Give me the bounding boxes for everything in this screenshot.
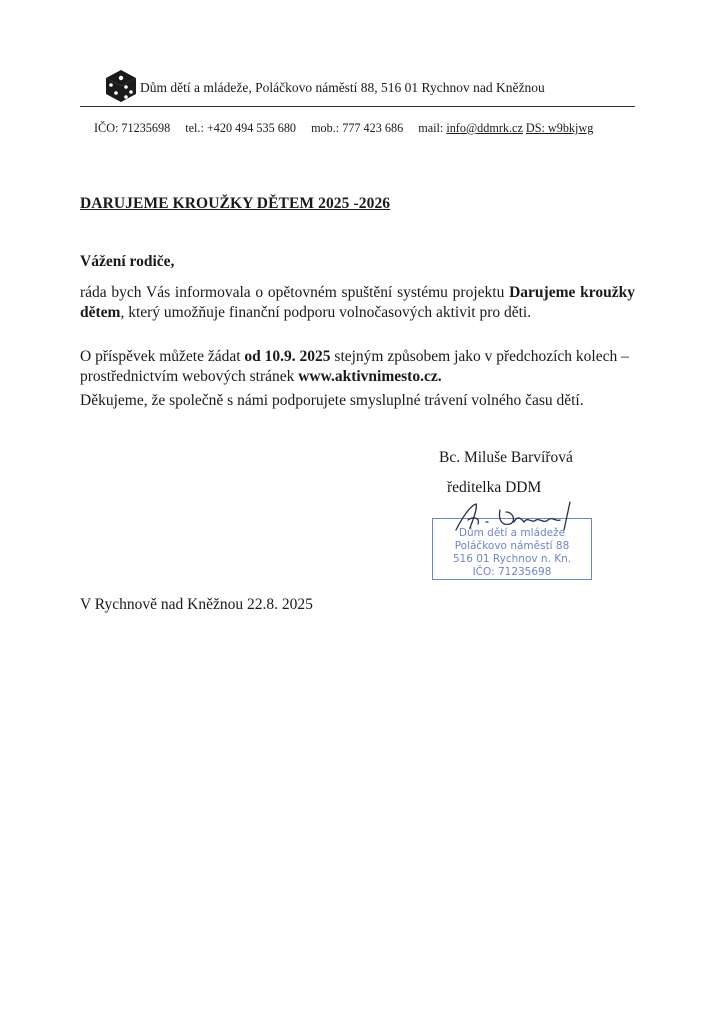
dice-logo-icon bbox=[104, 68, 138, 104]
letter-title: DARUJEME KROUŽKY DĚTEM 2025 -2026 bbox=[80, 195, 391, 212]
project-name: Darujeme kroužky dětem bbox=[80, 284, 635, 321]
greeting: Vážení rodiče, bbox=[80, 253, 175, 270]
signatory-name: Bc. Miluše Barvířová bbox=[439, 449, 573, 466]
stamp-line: Dům dětí a mládeže bbox=[458, 527, 566, 539]
start-date: od 10.9. 2025 bbox=[244, 348, 331, 365]
p1-text-end: , který umožňuje finanční podporu volnočasových aktivit pro děti. bbox=[120, 304, 532, 321]
header-divider bbox=[80, 106, 635, 107]
signatory-role: ředitelka DDM bbox=[447, 479, 542, 496]
place-and-date: V Rychnově nad Kněžnou 22.8. 2025 bbox=[80, 596, 313, 613]
stamp-line: IČO: 71235698 bbox=[472, 566, 552, 578]
handwritten-signature bbox=[452, 498, 582, 534]
stamp-line: 516 01 Rychnov n. Kn. bbox=[452, 553, 572, 565]
mail-label: mail: bbox=[418, 121, 444, 135]
paragraph-thanks: Děkujeme, že společně s námi podporujete smysluplné trávení volného času dětí. bbox=[80, 392, 584, 409]
paragraph-info bbox=[80, 283, 635, 323]
stamp-line: Poláčkovo náměstí 88 bbox=[454, 540, 570, 552]
website-link[interactable]: www.aktivnimesto.cz. bbox=[298, 368, 442, 385]
p2-text-middle: stejným způsobem jako v předchozích kolech – prostřednictvím webových stránek bbox=[80, 348, 629, 385]
paragraph-application bbox=[80, 347, 635, 387]
ico-text: IČO: 71235698 bbox=[94, 121, 171, 135]
p2-text-start: O příspěvek můžete žádat bbox=[80, 348, 245, 365]
p1-text-start: ráda bych Vás informovala o opětovném spuštění systému projektu bbox=[80, 284, 510, 301]
organization-address: Dům dětí a mládeže, Poláčkovo náměstí 88, 516 01 Rychnov nad Kněžnou bbox=[140, 80, 545, 95]
phone-text: tel.: +420 494 535 680 bbox=[185, 121, 297, 135]
contact-line bbox=[94, 121, 593, 136]
email-link[interactable]: info@ddmrk.cz bbox=[446, 121, 523, 135]
data-box-id: DS: w9bkjwg bbox=[525, 121, 594, 135]
mobile-text: mob.: 777 423 686 bbox=[311, 121, 404, 135]
